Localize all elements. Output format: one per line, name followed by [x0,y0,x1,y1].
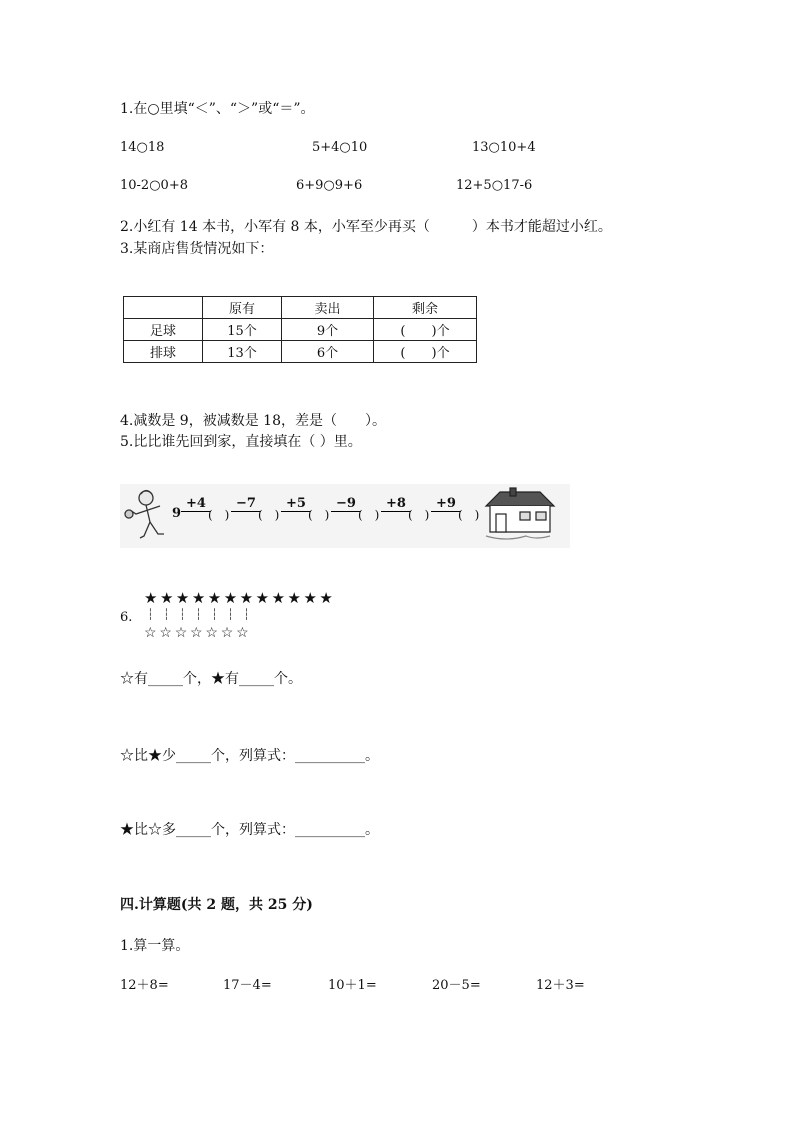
calc-item: 12＋8= [120,978,169,993]
table-cell: 9个 [282,319,374,341]
table-cell: 足球 [124,319,203,341]
calc-item: 20－5= [432,978,481,993]
arrow-line [181,511,211,512]
answer-blank: ( ) [408,508,430,522]
q1-item: 5+4○10 [312,140,368,155]
calc-item: 17－4= [223,978,272,993]
q1-item: 12+5○17-6 [456,178,533,193]
table-cell: 15个 [203,319,282,341]
calc-item: 10＋1= [328,978,377,993]
q1-item: 10-2○0+8 [120,178,188,193]
start-number: 9 [172,506,182,521]
race-strip [120,484,570,548]
op-label: −9 [336,496,356,511]
race-illustration [120,484,570,548]
q4-text: 4.减数是 9，被减数是 18，差是（ ）。 [120,413,386,429]
table-header-row [124,297,477,319]
op-label: +9 [436,496,456,511]
dash-row: ┆┆┆┆┆┆┆ [147,608,260,621]
table-header-cell: 卖出 [282,297,374,319]
table-cell: ( )个 [374,341,477,363]
q1-item: 6+9○9+6 [296,178,363,193]
table-cell: ( )个 [374,319,477,341]
answer-blank: ( ) [358,508,380,522]
q6-line: ★比☆多_____个，列算式：__________。 [120,822,379,838]
q6-number: 6. [120,610,133,625]
answer-blank: ( ) [258,508,280,522]
calc-item: 12＋3= [536,978,585,993]
black-star-row: ★★★★★★★★★★★★ [144,589,336,607]
table-header-cell [124,297,203,319]
op-label: −7 [236,496,256,511]
q1-item: 13○10+4 [472,140,536,155]
house-icon [486,488,554,539]
op-label: +5 [286,496,306,511]
q6-line: ☆有_____个，★有_____个。 [120,671,302,687]
answer-blank: ( ) [308,508,330,522]
table-header-cell: 原有 [203,297,282,319]
op-label: +8 [386,496,406,511]
arrow-line [431,511,461,512]
table-cell: 13个 [203,341,282,363]
q2-text: 2.小红有 14 本书，小军有 8 本，小军至少再买（ ）本书才能超过小红。 [120,219,612,235]
table-cell: 6个 [282,341,374,363]
q1-title: 1.在○里填“＜”、“＞”或“＝”。 [120,101,315,117]
q5-text: 5.比比谁先回到家，直接填在（ ）里。 [120,434,362,450]
arrow-line [231,511,261,512]
q3-title: 3.某商店售货情况如下： [120,241,274,257]
q6-line: ☆比★少_____个，列算式：__________。 [120,748,379,764]
arrow-line [331,511,361,512]
arrow-line [381,511,411,512]
sales-table [123,296,477,363]
table-row [124,341,477,363]
runner-boy-icon [125,491,164,539]
q1-item: 14○18 [120,140,165,155]
table-row [124,319,477,341]
arrow-line [281,511,311,512]
table-cell: 排球 [124,341,203,363]
section-title: 四.计算题(共 2 题，共 25 分) [120,897,313,913]
answer-blank: ( ) [458,508,480,522]
op-label: +4 [186,496,206,511]
white-star-row: ☆☆☆☆☆☆☆ [144,625,252,641]
s4-q1-title: 1.算一算。 [120,938,190,954]
table-header-cell: 剩余 [374,297,477,319]
answer-blank: ( ) [208,508,230,522]
